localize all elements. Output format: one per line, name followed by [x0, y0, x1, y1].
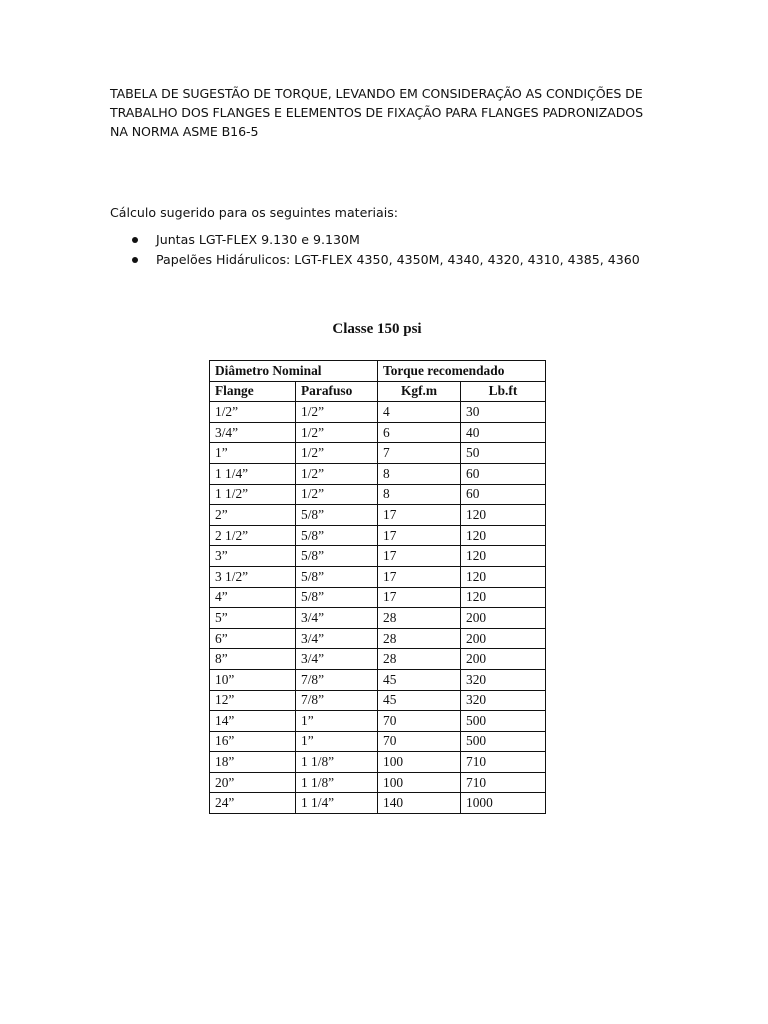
cell-kgfm: 70	[378, 731, 461, 752]
cell-bolt: 1 1/8”	[296, 772, 378, 793]
document-heading: TABELA DE SUGESTÃO DE TORQUE, LEVANDO EM CONSIDERAÇÃO AS CONDIÇÕES DE TRABALHO DOS FLANGES E ELEMENTOS DE FIXAÇÃO PARA FLANGES PADRONIZADOS NA NORMA ASME B16-5	[110, 86, 643, 139]
cell-bolt: 5/8”	[296, 546, 378, 567]
cell-flange: 10”	[210, 669, 296, 690]
cell-bolt: 5/8”	[296, 505, 378, 526]
cell-bolt: 1”	[296, 711, 378, 732]
column-header-flange: Flange	[210, 381, 296, 402]
cell-lbft: 200	[461, 608, 546, 629]
bullet-icon	[132, 257, 138, 263]
cell-bolt: 1/2”	[296, 402, 378, 423]
cell-lbft: 1000	[461, 793, 546, 814]
cell-flange: 12”	[210, 690, 296, 711]
cell-bolt: 1/2”	[296, 443, 378, 464]
cell-kgfm: 45	[378, 669, 461, 690]
cell-kgfm: 8	[378, 484, 461, 505]
cell-bolt: 3/4”	[296, 649, 378, 670]
cell-lbft: 200	[461, 628, 546, 649]
cell-lbft: 120	[461, 505, 546, 526]
cell-flange: 24”	[210, 793, 296, 814]
cell-lbft: 60	[461, 484, 546, 505]
cell-bolt: 1/2”	[296, 484, 378, 505]
table-row	[210, 525, 546, 546]
group-header-nominal-diameter: Diâmetro Nominal	[210, 361, 378, 382]
cell-flange: 18”	[210, 752, 296, 773]
cell-bolt: 5/8”	[296, 566, 378, 587]
table-group-header-row	[210, 361, 546, 382]
torque-table	[209, 360, 546, 814]
table-row	[210, 443, 546, 464]
cell-lbft: 320	[461, 669, 546, 690]
table-row	[210, 752, 546, 773]
table-row	[210, 690, 546, 711]
cell-lbft: 500	[461, 711, 546, 732]
cell-flange: 5”	[210, 608, 296, 629]
cell-flange: 8”	[210, 649, 296, 670]
cell-kgfm: 140	[378, 793, 461, 814]
cell-flange: 3 1/2”	[210, 566, 296, 587]
table-row	[210, 484, 546, 505]
cell-lbft: 710	[461, 752, 546, 773]
group-header-recommended-torque: Torque recomendado	[378, 361, 546, 382]
materials-list	[128, 230, 640, 270]
table-row	[210, 422, 546, 443]
cell-kgfm: 28	[378, 608, 461, 629]
bullet-icon	[132, 237, 138, 243]
column-header-kgfm: Kgf.m	[378, 381, 461, 402]
cell-kgfm: 45	[378, 690, 461, 711]
cell-bolt: 1 1/4”	[296, 793, 378, 814]
cell-bolt: 7/8”	[296, 669, 378, 690]
cell-kgfm: 7	[378, 443, 461, 464]
list-item	[128, 250, 640, 270]
cell-flange: 1 1/4”	[210, 463, 296, 484]
cell-lbft: 120	[461, 587, 546, 608]
cell-flange: 14”	[210, 711, 296, 732]
cell-flange: 1”	[210, 443, 296, 464]
cell-lbft: 40	[461, 422, 546, 443]
table-row	[210, 731, 546, 752]
cell-flange: 20”	[210, 772, 296, 793]
cell-lbft: 500	[461, 731, 546, 752]
cell-flange: 4”	[210, 587, 296, 608]
table-row	[210, 772, 546, 793]
cell-lbft: 200	[461, 649, 546, 670]
cell-kgfm: 100	[378, 772, 461, 793]
cell-kgfm: 17	[378, 587, 461, 608]
table-row	[210, 463, 546, 484]
list-item-text: Juntas LGT-FLEX 9.130 e 9.130M	[156, 232, 360, 247]
cell-flange: 3/4”	[210, 422, 296, 443]
cell-bolt: 5/8”	[296, 587, 378, 608]
cell-kgfm: 17	[378, 546, 461, 567]
cell-kgfm: 8	[378, 463, 461, 484]
cell-lbft: 120	[461, 546, 546, 567]
cell-lbft: 710	[461, 772, 546, 793]
table-row	[210, 505, 546, 526]
cell-flange: 6”	[210, 628, 296, 649]
cell-kgfm: 6	[378, 422, 461, 443]
table-row	[210, 546, 546, 567]
cell-lbft: 120	[461, 525, 546, 546]
cell-bolt: 3/4”	[296, 628, 378, 649]
cell-kgfm: 17	[378, 566, 461, 587]
cell-bolt: 5/8”	[296, 525, 378, 546]
list-item	[128, 230, 640, 250]
cell-bolt: 1 1/8”	[296, 752, 378, 773]
cell-kgfm: 70	[378, 711, 461, 732]
table-row	[210, 566, 546, 587]
list-item-text: Papelões Hidárulicos: LGT-FLEX 4350, 4350M, 4340, 4320, 4310, 4385, 4360	[156, 252, 640, 267]
cell-bolt: 1”	[296, 731, 378, 752]
cell-lbft: 60	[461, 463, 546, 484]
cell-bolt: 1/2”	[296, 463, 378, 484]
cell-kgfm: 100	[378, 752, 461, 773]
cell-bolt: 3/4”	[296, 608, 378, 629]
table-row	[210, 402, 546, 423]
materials-intro: Cálculo sugerido para os seguintes materiais:	[110, 205, 399, 220]
table-row	[210, 793, 546, 814]
table-title: Classe 150 psi	[332, 321, 422, 337]
table-row	[210, 587, 546, 608]
cell-kgfm: 28	[378, 628, 461, 649]
cell-flange: 1 1/2”	[210, 484, 296, 505]
table-row	[210, 628, 546, 649]
cell-flange: 1/2”	[210, 402, 296, 423]
cell-flange: 16”	[210, 731, 296, 752]
cell-kgfm: 17	[378, 505, 461, 526]
table-row	[210, 711, 546, 732]
cell-flange: 2 1/2”	[210, 525, 296, 546]
cell-lbft: 320	[461, 690, 546, 711]
cell-lbft: 120	[461, 566, 546, 587]
cell-flange: 3”	[210, 546, 296, 567]
table-row	[210, 669, 546, 690]
column-header-lbft: Lb.ft	[461, 381, 546, 402]
cell-kgfm: 28	[378, 649, 461, 670]
table-row	[210, 608, 546, 629]
table-column-header-row	[210, 381, 546, 402]
cell-lbft: 50	[461, 443, 546, 464]
cell-flange: 2”	[210, 505, 296, 526]
cell-kgfm: 17	[378, 525, 461, 546]
cell-bolt: 7/8”	[296, 690, 378, 711]
cell-bolt: 1/2”	[296, 422, 378, 443]
table-row	[210, 649, 546, 670]
column-header-bolt: Parafuso	[296, 381, 378, 402]
cell-lbft: 30	[461, 402, 546, 423]
cell-kgfm: 4	[378, 402, 461, 423]
